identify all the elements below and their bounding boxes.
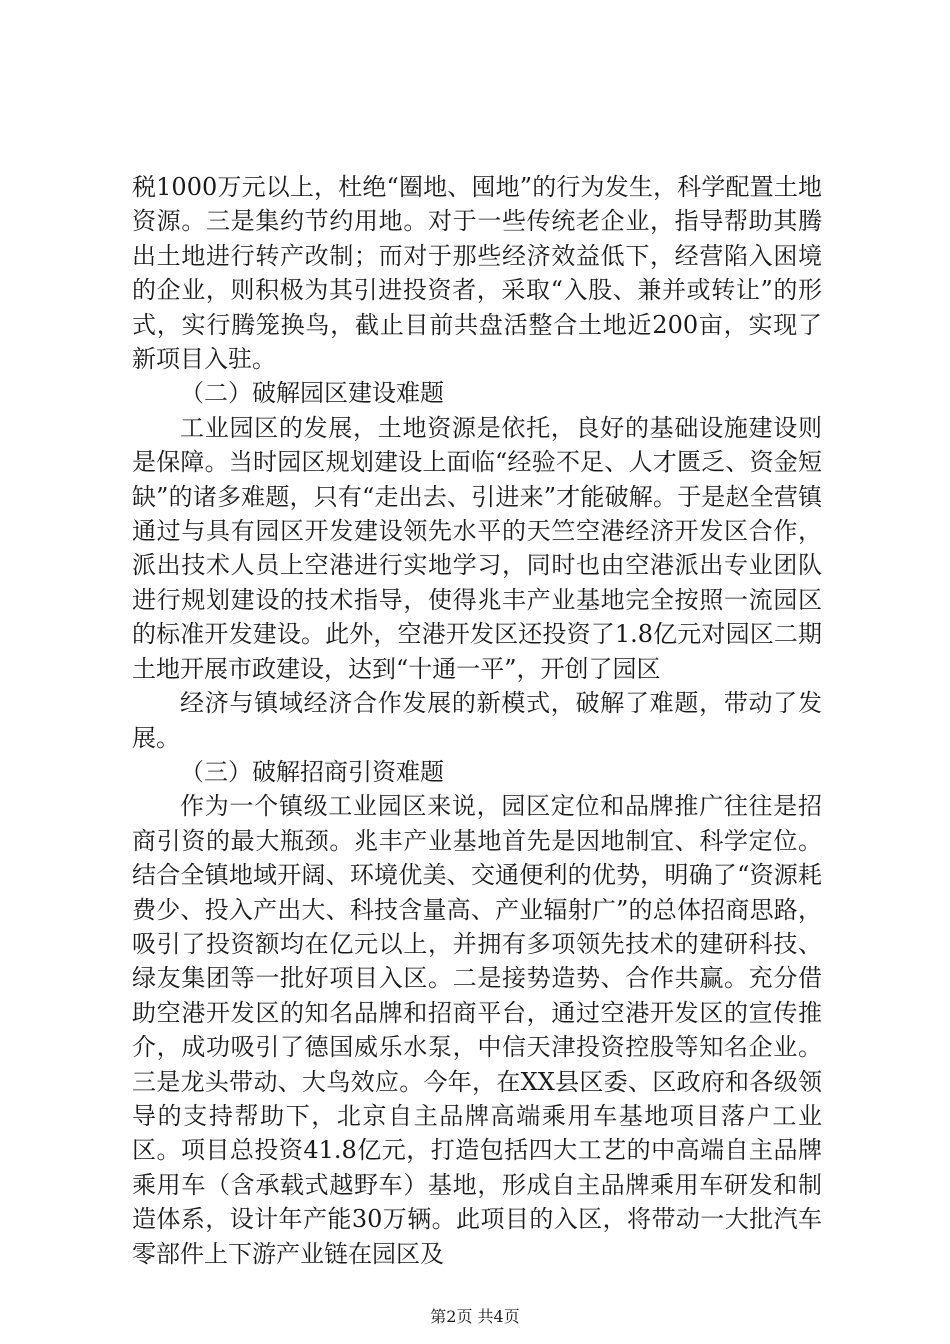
document-body [132, 170, 822, 1271]
paragraph-park-construction: 工业园区的发展，土地资源是依托，良好的基础设施建设则是保障。当时园区规划建设上面临“经验不足、人才匮乏、资金短缺”的诸多难题，只有“走出去、引进来”才能破解。于是赵全营镇通过与具有园区开发建设领先水平的天竺空港经济开发区合作，派出技术人员上空港进行实地学习，同时也由空港派出专业团队进行规划建设的技术指导，使得兆丰产业基地完全按照一流园区的标准开发建设。此外，空港开发区还投资了1.8亿元对园区二期土地开展市政建设，达到“十通一平”，开创了园区 [132, 413, 822, 683]
paragraph-park-construction-cont: 经济与镇域经济合作发展的新模式，破解了难题，带动了发展。 [132, 689, 822, 752]
paragraph-investment: 作为一个镇级工业园区来说，园区定位和品牌推广往往是招商引资的最大瓶颈。兆丰产业基地首先是因地制宜、科学定位。结合全镇地域开阔、环境优美、交通便利的优势，明确了“资源耗费少、投入产出大、科技含量高、产业辐射广”的总体招商思路，吸引了投资额均在亿元以上，并拥有多项领先技术的建研科技、绿友集团等一批好项目入区。二是接势造势、合作共赢。充分借助空港开发区的知名品牌和招商平台，通过空港开发区的宣传推介，成功吸引了德国威乐水泵，中信天津投资控股等知名企业。三是龙头带动、大鸟效应。今年，在XX县区委、区政府和各级领导的支持帮助下，北京自主品牌高端乘用车基地项目落户工业区。项目总投资41.8亿元，打造包括四大工艺的中高端自主品牌乘用车（含承载式越野车）基地，形成自主品牌乘用车研发和制造体系，设计年产能30万辆。此项目的入区，将带动一大批汽车零部件上下游产业链在园区及 [132, 792, 822, 1268]
section-heading-investment: （三）破解招商引资难题 [180, 757, 444, 786]
paragraph-continuation: 税1000万元以上，杜绝“圈地、囤地”的行为发生，科学配置土地资源。三是集约节约用地。对于一些传统老企业，指导帮助其腾出土地进行转产改制；而对于那些经济效益低下，经营陷入困境的企业，则积极为其引进投资者，采取“入股、兼并或转让”的形式，实行腾笼换鸟，截止目前共盘活整合土地近200亩，实现了新项目入驻。 [132, 173, 822, 374]
section-heading-park-construction: （二）破解园区建设难题 [180, 379, 444, 408]
page-number-footer: 第2页 共4页 [430, 1307, 520, 1326]
